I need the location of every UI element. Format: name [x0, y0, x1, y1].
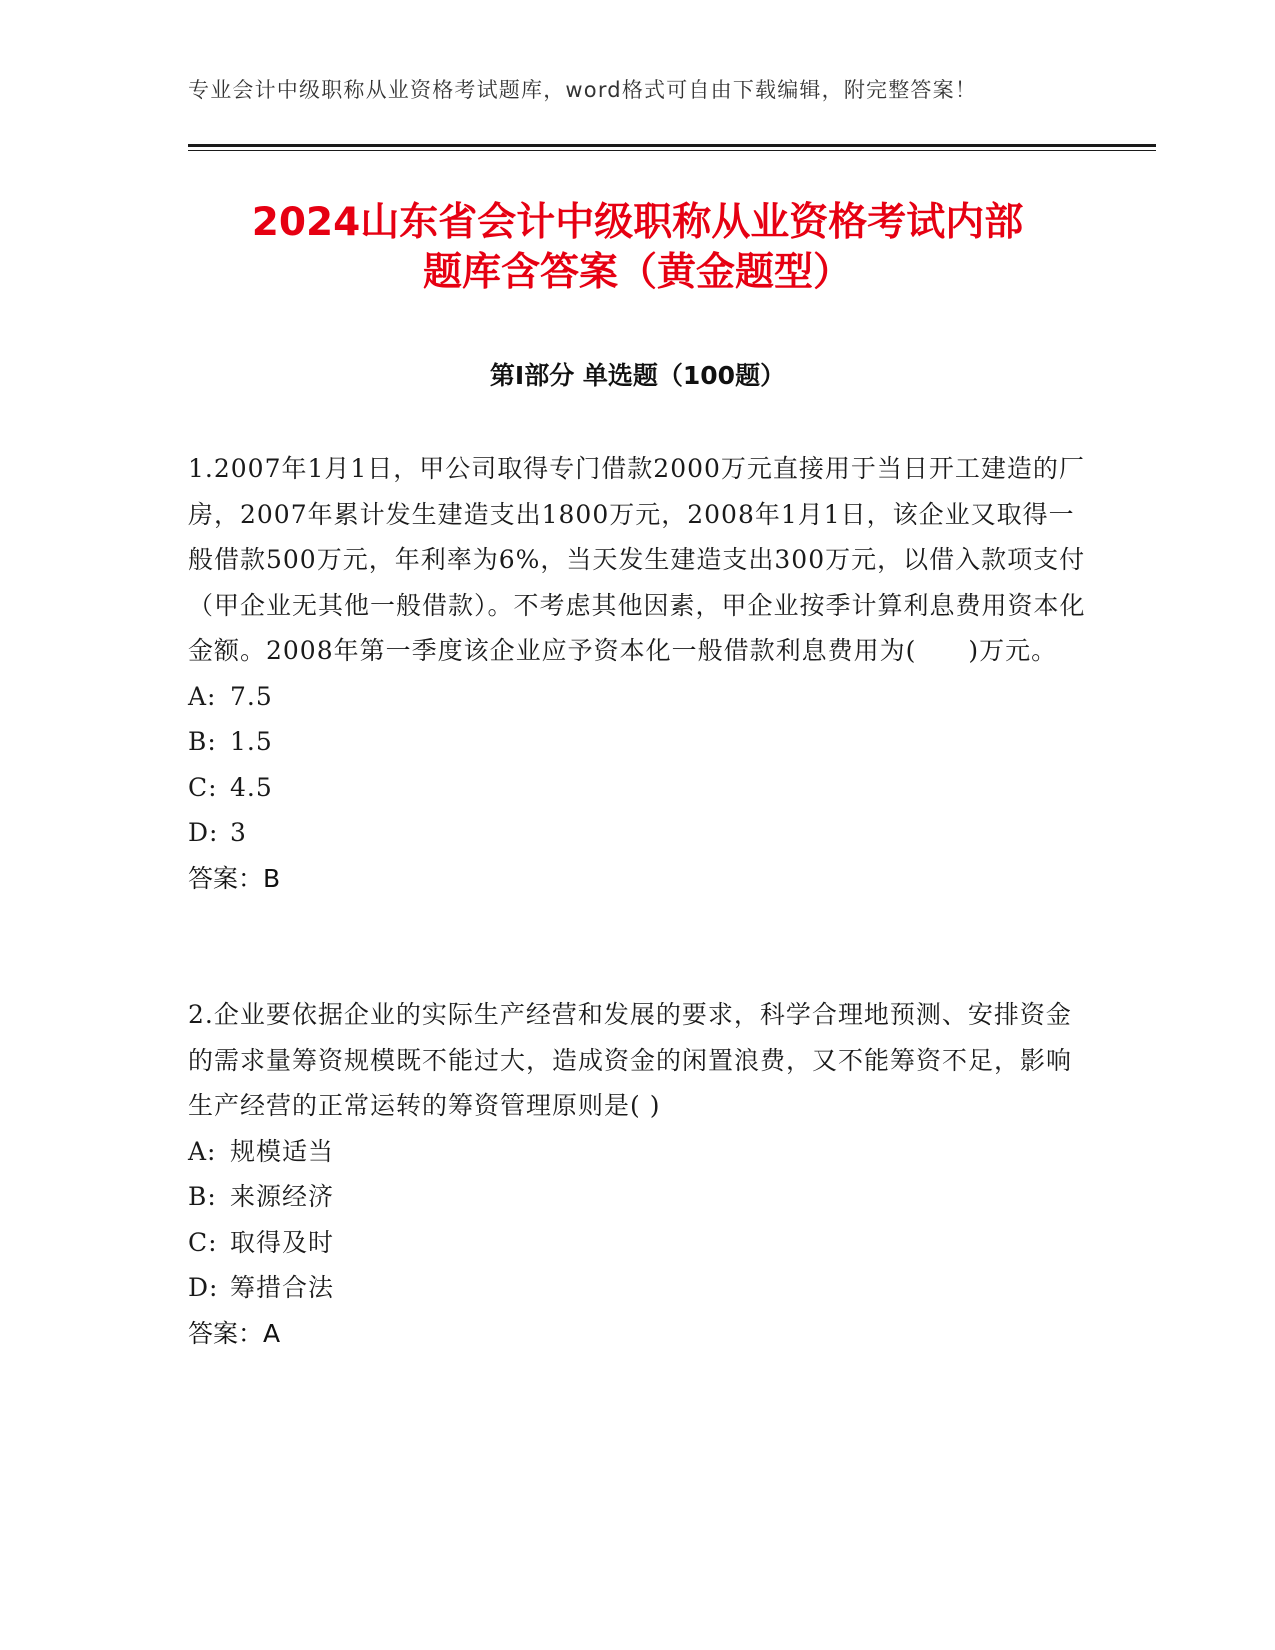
answer: 答案：B	[188, 863, 281, 893]
option-key: A:	[188, 1136, 217, 1166]
document-title	[150, 198, 1125, 298]
question-stem: 2.企业要依据企业的实际生产经营和发展的要求，科学合理地预测、安排资金的需求量筹资规模既不能过大，造成资金的闲置浪费，又不能筹资不足，影响生产经营的正常运转的筹资管理原则是( )	[188, 1000, 1073, 1120]
option-key: A:	[188, 681, 217, 711]
document-title-line-2: 题库含答案（黄金题型）	[422, 250, 852, 295]
option-key: D:	[188, 818, 219, 847]
option-d	[188, 810, 1088, 856]
question-2	[188, 992, 1088, 1356]
option-b	[188, 719, 1088, 765]
option-key: B:	[188, 727, 217, 756]
document-title-line-1: 2024山东省会计中级职称从业资格考试内部	[251, 200, 1024, 245]
option-text: 规模适当	[230, 1136, 335, 1166]
section-heading: 第Ⅰ部分 单选题（100题）	[489, 361, 786, 390]
option-d	[188, 1265, 1088, 1311]
option-key: D:	[188, 1273, 219, 1302]
option-b	[188, 1174, 1088, 1220]
option-text: 取得及时	[230, 1227, 335, 1257]
option-key: C:	[188, 1227, 218, 1257]
option-c	[188, 1220, 1088, 1266]
option-a	[188, 1129, 1088, 1175]
answer: 答案：A	[188, 1318, 281, 1348]
option-text: 7.5	[230, 681, 273, 711]
option-key: C:	[188, 772, 218, 802]
option-a	[188, 674, 1088, 720]
question-1	[188, 446, 1088, 901]
option-text: 来源经济	[230, 1182, 335, 1211]
option-key: B:	[188, 1182, 217, 1211]
header-rule-thin	[188, 150, 1156, 151]
option-c	[188, 765, 1088, 811]
question-stem: 1.2007年1月1日，甲公司取得专门借款2000万元直接用于当日开工建造的厂房，2007年累计发生建造支出1800万元，2008年1月1日，该企业又取得一般借款500万元，年利率为6%，当天发生建造支出300万元，以借入款项支付（甲企业无其他一般借款）。不考虑其他因素，甲企业按季计算利息费用资本化金额。2008年第一季度该企业应予资本化一般借款利息费用为( )万元。	[188, 454, 1086, 665]
option-text: 筹措合法	[230, 1273, 335, 1302]
option-text: 4.5	[230, 772, 273, 802]
page-header: 专业会计中级职称从业资格考试题库，word格式可自由下载编辑，附完整答案！	[188, 78, 978, 102]
option-text: 3	[230, 818, 247, 847]
option-text: 1.5	[230, 727, 273, 756]
header-rule-thick	[188, 144, 1156, 147]
